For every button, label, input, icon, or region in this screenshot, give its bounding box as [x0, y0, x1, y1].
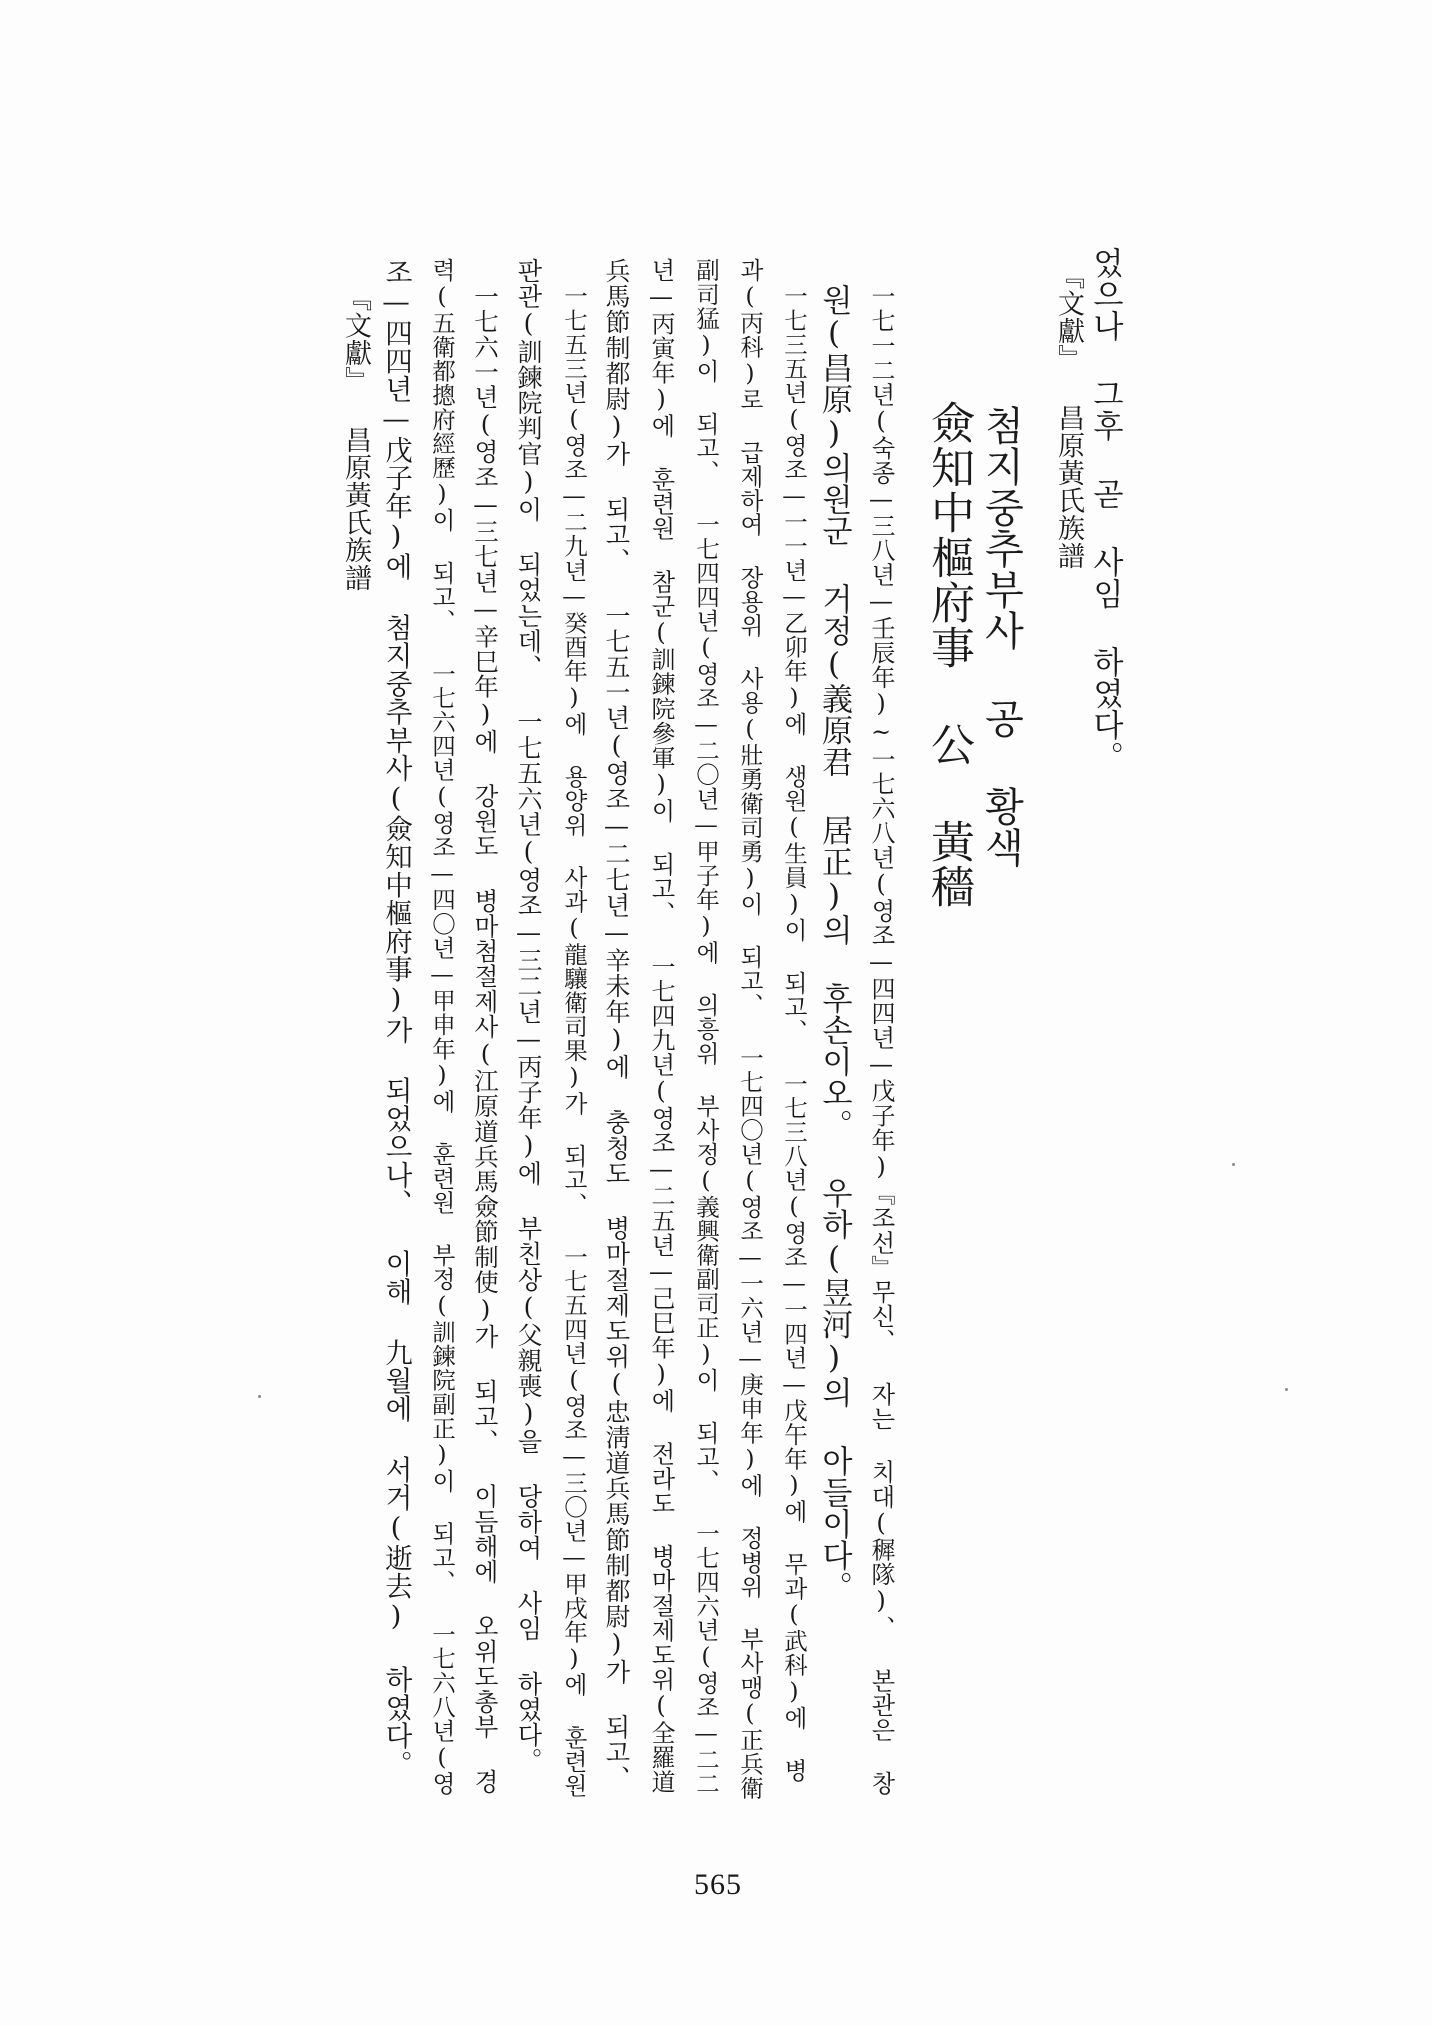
entry-line-6: 년—丙寅年)에 훈련원 참군(訓鍊院參軍)이 되고、 一七四九년(영조—二五년—己巳年)에 전라도 병마절제도위(全羅道	[647, 258, 675, 1794]
entry-heading-hanja: 僉知中樞府事 公 黃穡	[923, 400, 974, 909]
entry-line-11: 력(五衛都摠府經歷)이 되고、 一七六四년(영조—四〇년—甲申年)에 훈련원 부정(訓鍊院副正)이 되고、 一七六八년(영	[428, 258, 456, 1796]
entry-source-citation: 『文獻』 昌原黃氏族譜	[340, 284, 371, 592]
entry-line-4: 과(丙科)로 급제하여 장용위 사용(壯勇衛司勇)이 되고、 一七四〇년(영조—一六년—庚申年)에 정병위 부사맹(正兵衛	[736, 258, 764, 1801]
scan-speck	[1285, 1388, 1288, 1391]
entry-heading-hangul: 첨지중추부사 공 황색	[978, 405, 1024, 868]
page-number: 565	[694, 1868, 742, 1901]
entry-line-9: 판관(訓鍊院判官)이 되었는데、 一七五六년(영조—三二년—丙子年)에 부친상(父親喪)을 당하여 사임 하였다。	[514, 258, 543, 1774]
entry-line-8: 一七五三년(영조—二九년—癸酉年)에 용양위 사과(龍驤衛司果)가 되고、 一七五四년(영조—三〇년—甲戌年)에 훈련원	[560, 284, 588, 1798]
prev-source-citation: 『文獻』 昌原黃氏族譜	[1053, 262, 1084, 570]
entry-line-7: 兵馬節制都尉)가 되고、 一七五一년(영조—二七년—辛未年)에 충청도 병마절제도위(忠淸道兵馬節制都尉)가 되고、	[602, 258, 631, 1791]
entry-line-3: 一七三五년(영조—一一년—乙卯年)에 생원(生員)이 되고、 一七三八년(영조—一四년—戊午年)에 무과(武科)에 병	[780, 284, 808, 1783]
scan-speck	[258, 1395, 261, 1398]
prev-closing-line: 었으나 그후 곧 사임 하였다。	[1087, 247, 1123, 773]
entry-line-12: 조—四四년—戊子年)에 첨지중추부사(僉知中樞府事)가 되었으나、 이해 九월에 서거(逝去) 하였다。	[380, 258, 412, 1778]
entry-line-5: 副司猛)이 되고、 一七四四년(영조—二〇년—甲子年)에 의흥위 부사정(義興衛副司正)이 되고、 一七四六년(영조—二二	[692, 258, 720, 1796]
scan-speck	[1232, 1163, 1235, 1166]
entry-line-1: 一七一二년(숙종—三八년—壬辰年)~一七六八년(영조—四四년—戊子年)『조선』무신、 자는 치대(穉隊)、 본관은 창	[867, 284, 895, 1796]
entry-line-2: 원(昌原)의원군 거정(義原君 居正)의 후손이오。 우하(昱河)의 아들이다。	[816, 284, 852, 1603]
entry-line-10: 一七六一년(영조—三七년—辛巳年)에 강원도 병마첨절제사(江原道兵馬僉節制使)가 되고、 이듬해에 오위도총부 경	[471, 284, 500, 1794]
